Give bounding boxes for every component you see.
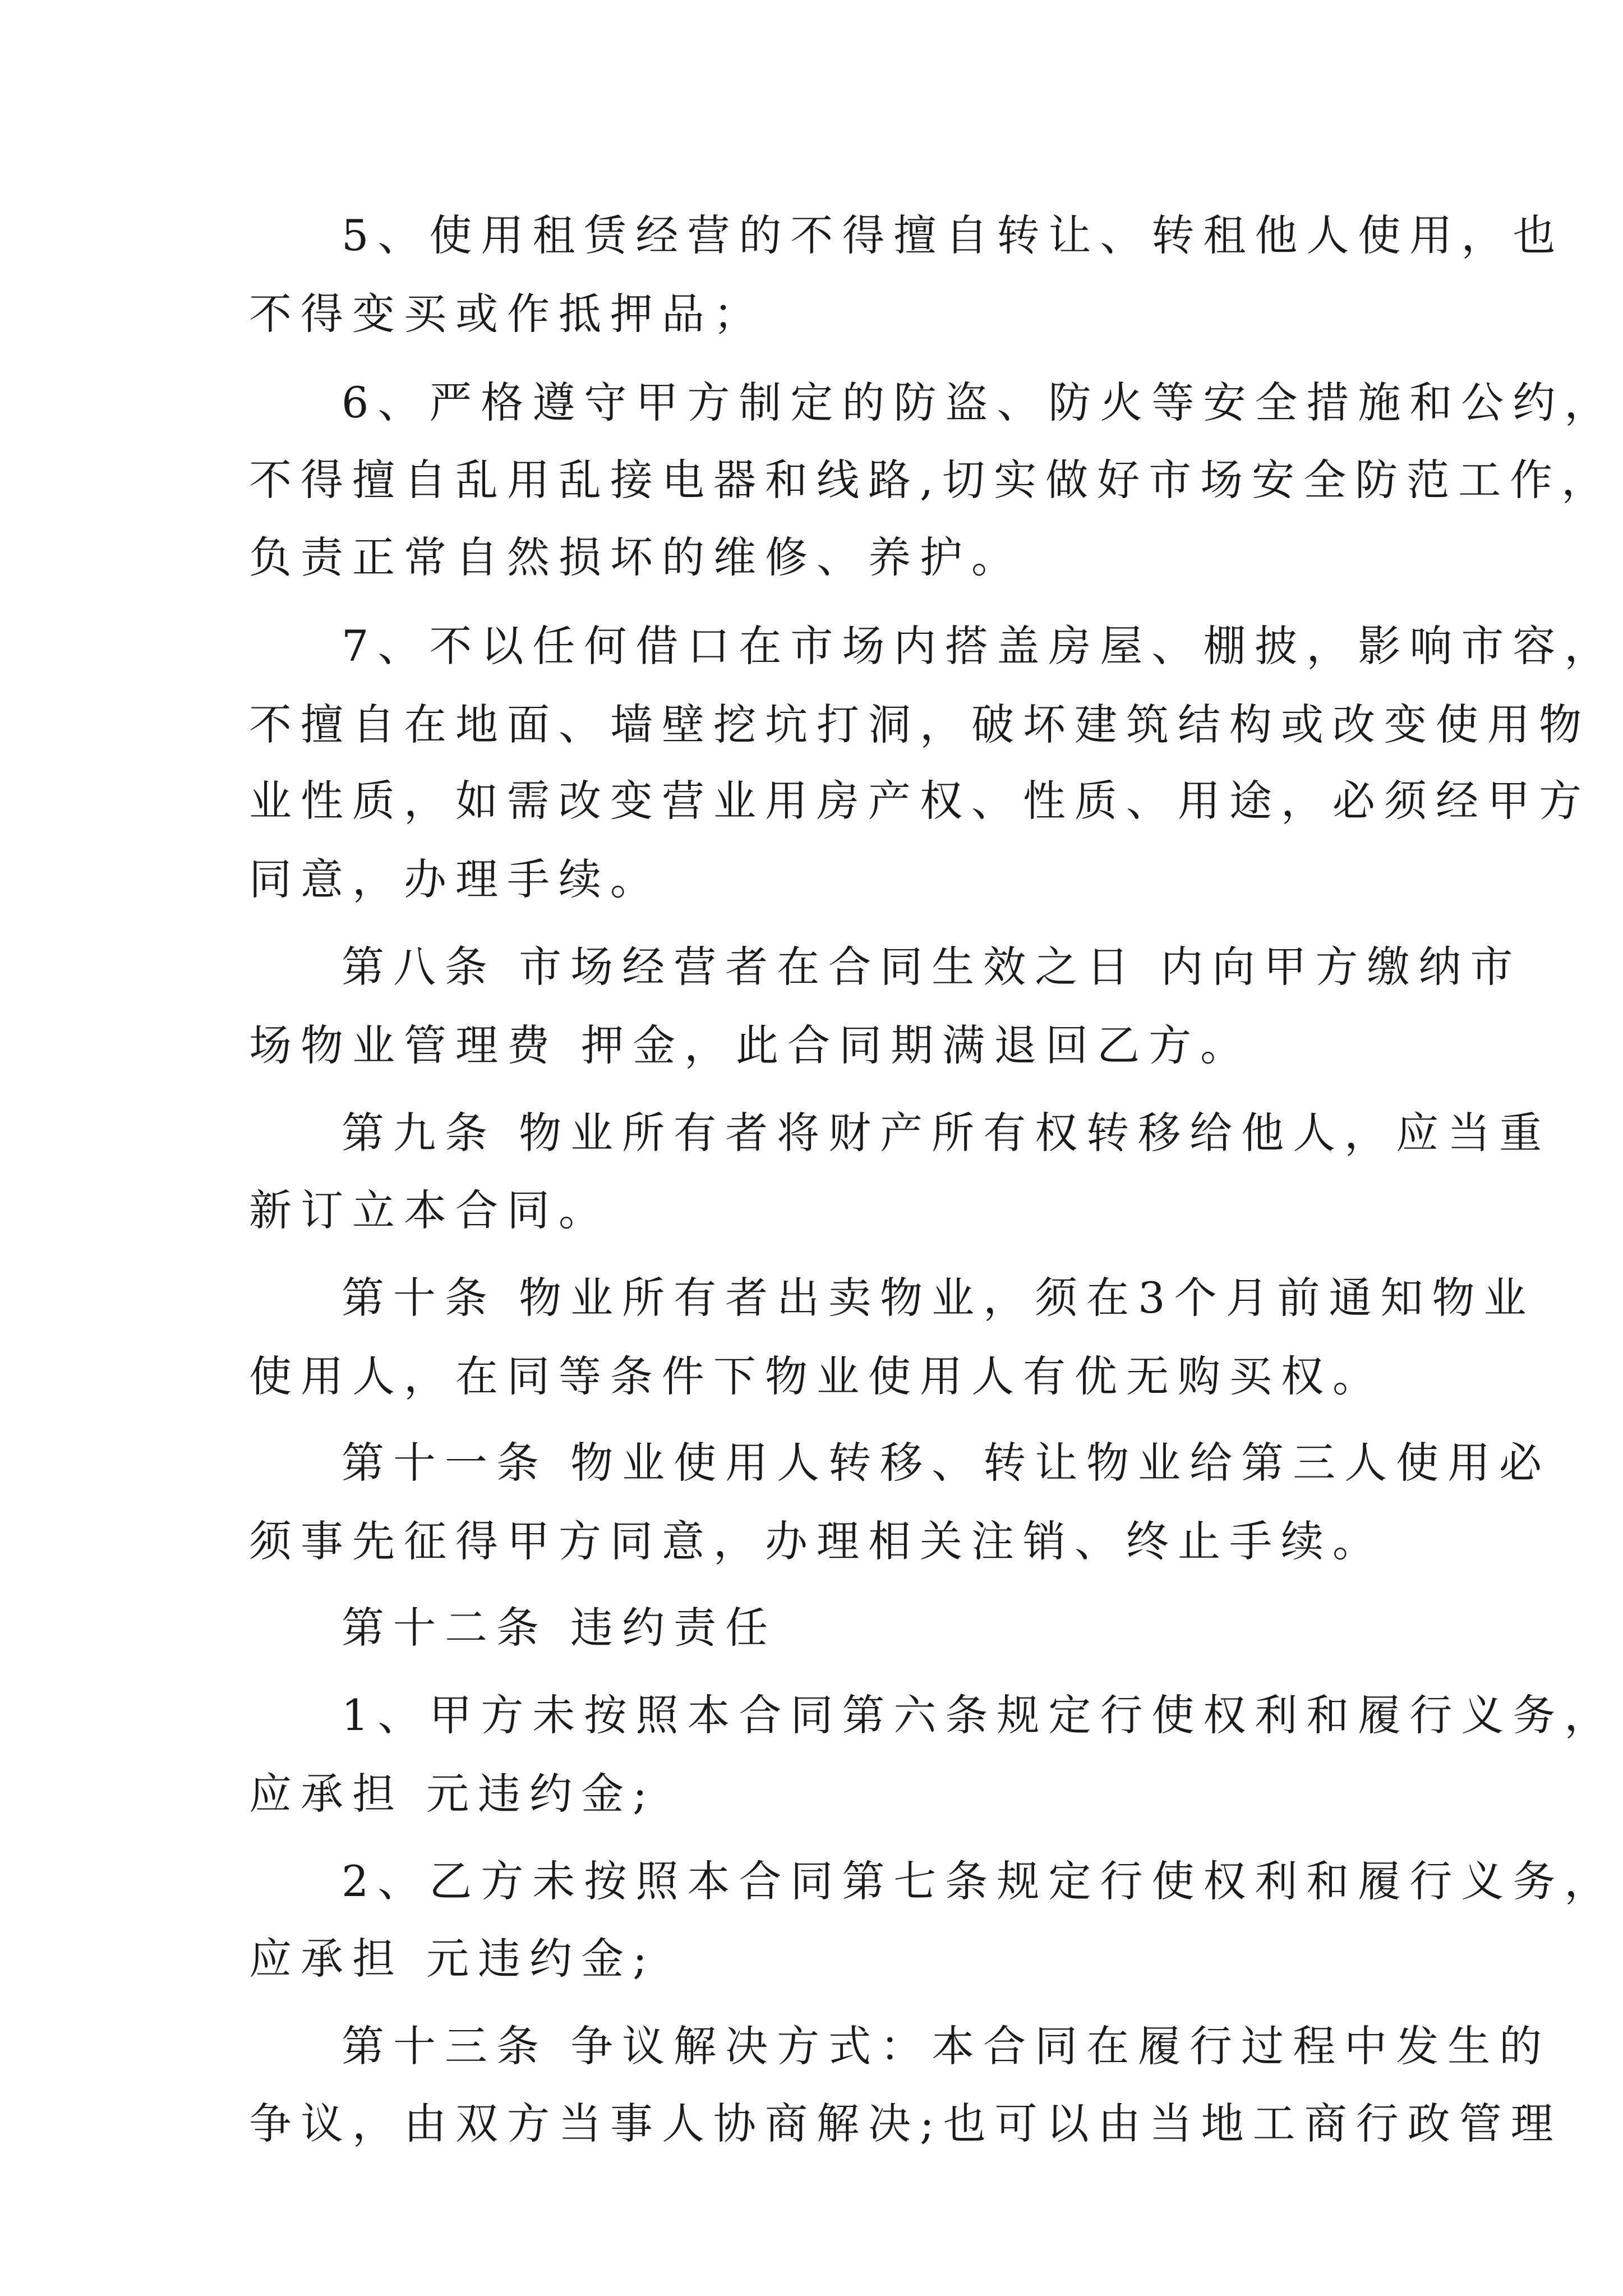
text-line: 第十条 物业所有者出卖物业，须在3个月前通知物业 xyxy=(342,1273,1536,1323)
text-line: 第十一条 物业使用人转移、转让物业给第三人使用必 xyxy=(342,1438,1551,1488)
text-line: 不得擅自乱用乱接电器和线路,切实做好市场安全防范工作， xyxy=(249,455,1613,505)
text-line: 1、甲方未按照本合同第六条规定行使权利和履行义务， xyxy=(342,1690,1616,1740)
text-line: 5、使用租赁经营的不得擅自转让、转租他人使用，也 xyxy=(342,210,1565,260)
text-line: 负责正常自然损坏的维修、养护。 xyxy=(249,532,1023,582)
text-line: 2、乙方未按照本合同第七条规定行使权利和履行义务， xyxy=(342,1856,1616,1906)
text-line: 不擅自在地面、墙壁挖坑打洞，破坏建筑结构或改变使用物 xyxy=(249,700,1590,749)
text-line: 第十二条 违约责任 xyxy=(342,1603,777,1653)
text-line: 应承担 元违约金; xyxy=(249,1769,656,1819)
text-line: 新订立本合同。 xyxy=(249,1185,610,1235)
text-line: 业性质，如需改变营业用房产权、性质、用途，必须经甲方 xyxy=(249,776,1590,826)
text-line: 7、不以任何借口在市场内搭盖房屋、棚披，影响市容， xyxy=(342,621,1616,671)
text-line: 第十三条 争议解决方式：本合同在履行过程中发生的 xyxy=(342,2021,1551,2071)
text-line: 应承担 元违约金; xyxy=(249,1934,656,1984)
text-line: 使用人，在同等条件下物业使用人有优无购买权。 xyxy=(249,1351,1384,1401)
text-line: 第九条 物业所有者将财产所有权转移给他人，应当重 xyxy=(342,1108,1551,1158)
text-line: 须事先征得甲方同意，办理相关注销、终止手续。 xyxy=(249,1516,1384,1566)
text-line: 争议，由双方当事人协商解决;也可以由当地工商行政管理 xyxy=(249,2099,1562,2148)
text-line: 不得变买或作抵押品； xyxy=(249,289,765,339)
text-line: 场物业管理费 押金，此合同期满退回乙方。 xyxy=(249,1020,1252,1070)
text-line: 第八条 市场经营者在合同生效之日 内向甲方缴纳市 xyxy=(342,942,1522,992)
text-line: 6、严格遵守甲方制定的防盗、防火等安全措施和公约， xyxy=(342,378,1616,427)
text-line: 同意，办理手续。 xyxy=(249,854,662,904)
